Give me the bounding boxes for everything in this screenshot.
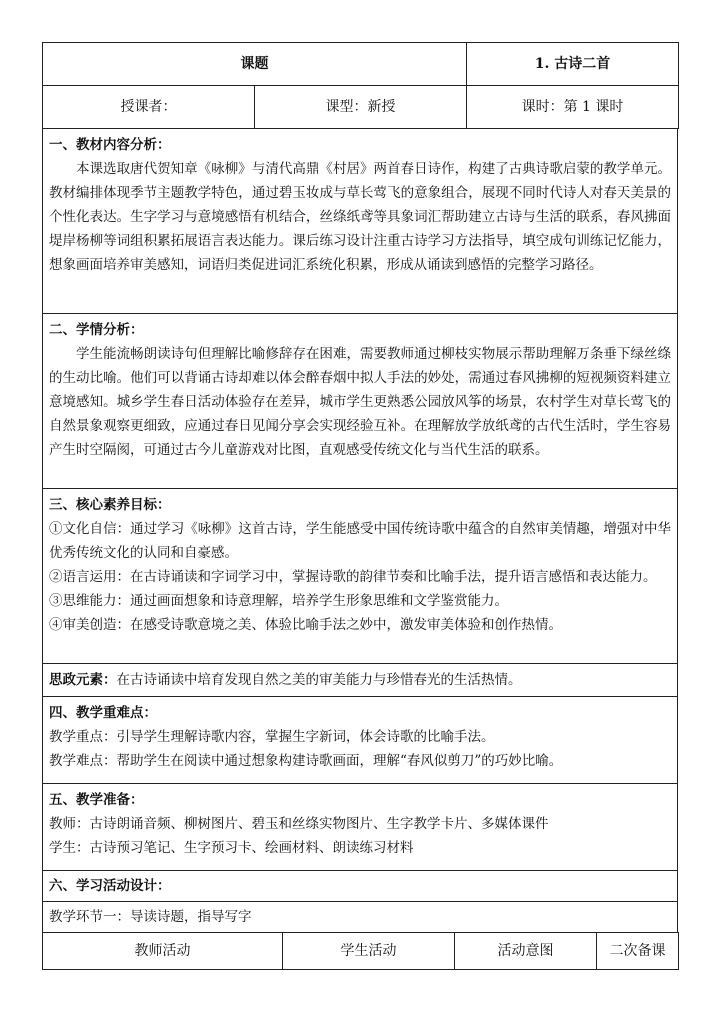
preparation-item: 学生：古诗预习笔记、生字预习卡、绘画材料、朗读练习材料: [49, 840, 414, 856]
topic-value: 1. 古诗二首: [467, 43, 679, 86]
period-cell: 课时：第 1 课时: [467, 86, 679, 129]
key-points-title: 四、教学重难点：: [49, 705, 157, 721]
core-goal-item: ③思维能力：通过画面想象和诗意理解，培养学生形象思维和文学鉴赏能力。: [49, 593, 508, 609]
ideology-label: 思政元素：: [49, 672, 117, 688]
core-goal-item: ④审美创造：在感受诗歌意境之美、体验比喻手法之妙中，激发审美体验和创作热情。: [49, 617, 562, 633]
title-row: [43, 43, 679, 86]
activity-design-row: [43, 871, 678, 902]
content-analysis-title: 一、教材内容分析：: [49, 137, 171, 153]
segment-row: [43, 902, 678, 933]
ideology-text: 在古诗诵读中培育发现自然之美的审美能力与珍惜春光的生活热情。: [116, 672, 522, 688]
key-point-item: 教学重点：引导学生理解诗歌内容，掌握生字新词，体会诗歌的比喻手法。: [49, 729, 495, 745]
core-goal-item: ①文化自信：通过学习《咏柳》这首古诗，学生能感受中国传统诗歌中蕴含的自然审美情趣，增强对中华优秀传统文化的认同和自豪感。: [49, 521, 671, 561]
topic-label: 课题: [43, 43, 467, 86]
activity-header-row: [43, 933, 679, 970]
preparation-row: [43, 784, 678, 871]
segment-text: 教学环节一：导读诗题，指导写字: [43, 902, 678, 933]
student-analysis-title: 二、学情分析：: [49, 322, 144, 338]
core-goal-item: ②语言运用：在古诗诵读和字词学习中，掌握诗歌的韵律节奏和比喻手法，提升语言感悟和表达能力。: [49, 569, 657, 585]
key-points-row: [43, 697, 678, 784]
core-goals-title: 三、核心素养目标：: [49, 497, 171, 513]
content-analysis-row: [43, 129, 678, 314]
core-goals-row: [43, 489, 678, 664]
teacher-cell: 授课者：: [43, 86, 255, 129]
meta-row: [43, 86, 679, 129]
col-student-activity: 学生活动: [283, 933, 455, 970]
meta-table: [42, 85, 679, 129]
preparation-title: 五、教学准备：: [49, 792, 144, 808]
preparation-item: 教师：古诗朗诵音频、柳树图片、碧玉和丝绦实物图片、生字教学卡片、多媒体课件: [49, 816, 549, 832]
student-analysis-text: 学生能流畅朗读诗句但理解比喻修辞存在困难，需要教师通过柳枝实物展示帮助理解万条垂下绿丝绦的生动比喻。他们可以背诵古诗却难以体会醉春烟中拟人手法的妙处，需通过春风拂柳的短视频资料建立意境感知。城乡学生春日活动体验存在差异，城市学生更熟悉公园放风筝的场景，农村学生对草长莺飞的自然景象观察更细致，应通过春日见闻分享会实现经验互补。在理解放学放纸鸢的古代生活时，学生容易产生时空隔阂，可通过古今儿童游戏对比图，直观感受传统文化与当代生活的联系。: [49, 346, 671, 458]
lesson-type-cell: 课型：新授: [255, 86, 467, 129]
col-secondary-prep: 二次备课: [597, 933, 679, 970]
lesson-plan-sheet: [42, 42, 678, 970]
activity-header-table: [42, 932, 679, 970]
ideology-row: [43, 664, 678, 697]
content-analysis-text: 本课选取唐代贺知章《咏柳》与清代高鼎《村居》两首春日诗作，构建了古典诗歌启蒙的教学单元。教材编排体现季节主题教学特色，通过碧玉妆成与草长莺飞的意象组合，展现不同时代诗人对春天美景的个性化表达。生字学习与意境感悟有机结合，丝绦纸鸢等具象词汇帮助建立古诗与生活的联系，春风拂面堤岸杨柳等词组积累拓展语言表达能力。课后练习设计注重古诗学习方法指导，填空成句训练记忆能力，想象画面培养审美感知，词语归类促进词汇系统化积累，形成从诵读到感悟的完整学习路径。: [49, 161, 671, 273]
body-table: [42, 128, 678, 933]
lesson-plan-table: [42, 42, 679, 86]
col-teacher-activity: 教师活动: [43, 933, 283, 970]
student-analysis-row: [43, 314, 678, 489]
activity-design-title: 六、学习活动设计：: [49, 878, 171, 894]
key-point-item: 教学难点：帮助学生在阅读中通过想象构建诗歌画面，理解“春风似剪刀”的巧妙比喻。: [49, 753, 563, 769]
col-activity-intent: 活动意图: [455, 933, 597, 970]
